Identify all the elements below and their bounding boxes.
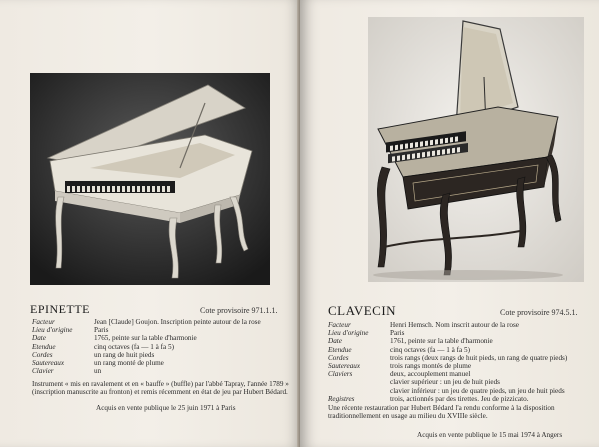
spec-label: Sautereaux bbox=[328, 362, 361, 371]
spec-value: 1765, peinte sur la table d'harmonie bbox=[94, 334, 197, 343]
spec-row bbox=[32, 318, 290, 326]
spec-row bbox=[328, 395, 590, 403]
spec-row bbox=[328, 321, 590, 329]
spec-row bbox=[328, 346, 590, 354]
epinette-illustration bbox=[30, 73, 270, 285]
spec-label: Sautereaux bbox=[32, 359, 65, 368]
spec-value: trois, actionnés par des tirettes. Jeu de pizzicato. bbox=[390, 394, 529, 403]
spec-value: 1761, peinte sur la table d'harmonie bbox=[390, 337, 493, 346]
cote-number: Cote provisoire 974.5.1. bbox=[500, 308, 578, 317]
spec-value: un bbox=[94, 367, 102, 376]
specs-list bbox=[328, 321, 590, 403]
spec-value: Jean [Claude] Goujon. Inscription peinte autour de la rose bbox=[94, 318, 261, 326]
spec-label: Date bbox=[328, 337, 342, 346]
acquisition-line: Acquis en vente publique le 15 mai 1974 à Angers bbox=[417, 431, 563, 439]
spec-value: Paris bbox=[390, 329, 405, 338]
specs-list bbox=[32, 318, 290, 375]
spec-row bbox=[32, 359, 290, 367]
instrument-title: EPINETTE bbox=[30, 302, 90, 316]
spec-row bbox=[328, 370, 590, 378]
spec-row bbox=[32, 343, 290, 351]
acquisition-line: Acquis en vente publique le 25 juin 1971 à Paris bbox=[96, 404, 236, 412]
spec-row bbox=[32, 367, 290, 375]
epinette-photo bbox=[30, 73, 270, 285]
spec-value: un rang de huit pieds bbox=[94, 350, 155, 359]
spec-label: Lieu d'origine bbox=[328, 329, 369, 338]
spec-value: cinq octaves (fa — 1 à fa 5) bbox=[390, 345, 471, 354]
spec-row bbox=[328, 362, 590, 370]
spec-label: Facteur bbox=[32, 318, 55, 326]
cote-number: Cote provisoire 971.1.1. bbox=[200, 306, 278, 315]
spec-label: Clavier bbox=[32, 367, 54, 376]
spec-label: Facteur bbox=[328, 321, 351, 329]
right-page bbox=[300, 0, 599, 447]
spec-value: deux, accouplement manuel bbox=[390, 370, 471, 379]
spec-value: Paris bbox=[94, 326, 109, 335]
spec-label: Lieu d'origine bbox=[32, 326, 73, 335]
instrument-title: CLAVECIN bbox=[328, 303, 397, 318]
spec-label: Claviers bbox=[328, 370, 353, 379]
spec-row bbox=[32, 351, 290, 359]
spec-row bbox=[328, 378, 590, 386]
spec-label: Etendue bbox=[328, 345, 352, 354]
restoration-note: Instrument « mis en ravalement et en « bauffe » (buffle) par l'abbé Tapray, l'année 1789 » (inscription manuscrite au fronton) et remis récemment en état de jeu par Hubert Bédard. bbox=[32, 380, 289, 397]
spec-label: Cordes bbox=[328, 353, 349, 362]
spec-value: clavier inférieur : un jeu de quatre pieds, un jeu de huit pieds bbox=[390, 386, 565, 395]
spec-value: un rang monté de plume bbox=[94, 359, 164, 368]
spec-label bbox=[328, 387, 390, 395]
spec-label: Cordes bbox=[32, 350, 53, 359]
spec-value: trois rangs (deux rangs de huit pieds, un rang de quatre pieds) bbox=[390, 353, 568, 362]
spec-row bbox=[328, 337, 590, 345]
spec-value: clavier supérieur : un jeu de huit pieds bbox=[390, 378, 500, 387]
clavecin-illustration bbox=[368, 17, 584, 282]
spec-row bbox=[32, 326, 290, 334]
restoration-note: Une récente restauration par Hubert Bédard l'a rendu conforme à la disposition traditionnellement en usage au milieu du XVIIIe siècle. bbox=[328, 404, 555, 421]
clavecin-photo bbox=[368, 17, 584, 282]
spec-row bbox=[328, 329, 590, 337]
spec-label: Date bbox=[32, 334, 46, 343]
spec-row bbox=[328, 354, 590, 362]
spec-row bbox=[328, 387, 590, 395]
spec-value: Henri Hemsch. Nom inscrit autour de la rose bbox=[390, 321, 519, 329]
spec-value: cinq octaves (fa — 1 à fa 5) bbox=[94, 342, 175, 351]
spec-label bbox=[328, 378, 390, 386]
spec-label: Registres bbox=[328, 394, 355, 403]
spec-label: Etendue bbox=[32, 342, 56, 351]
spec-row bbox=[32, 334, 290, 342]
spec-value: trois rangs montés de plume bbox=[390, 362, 472, 371]
